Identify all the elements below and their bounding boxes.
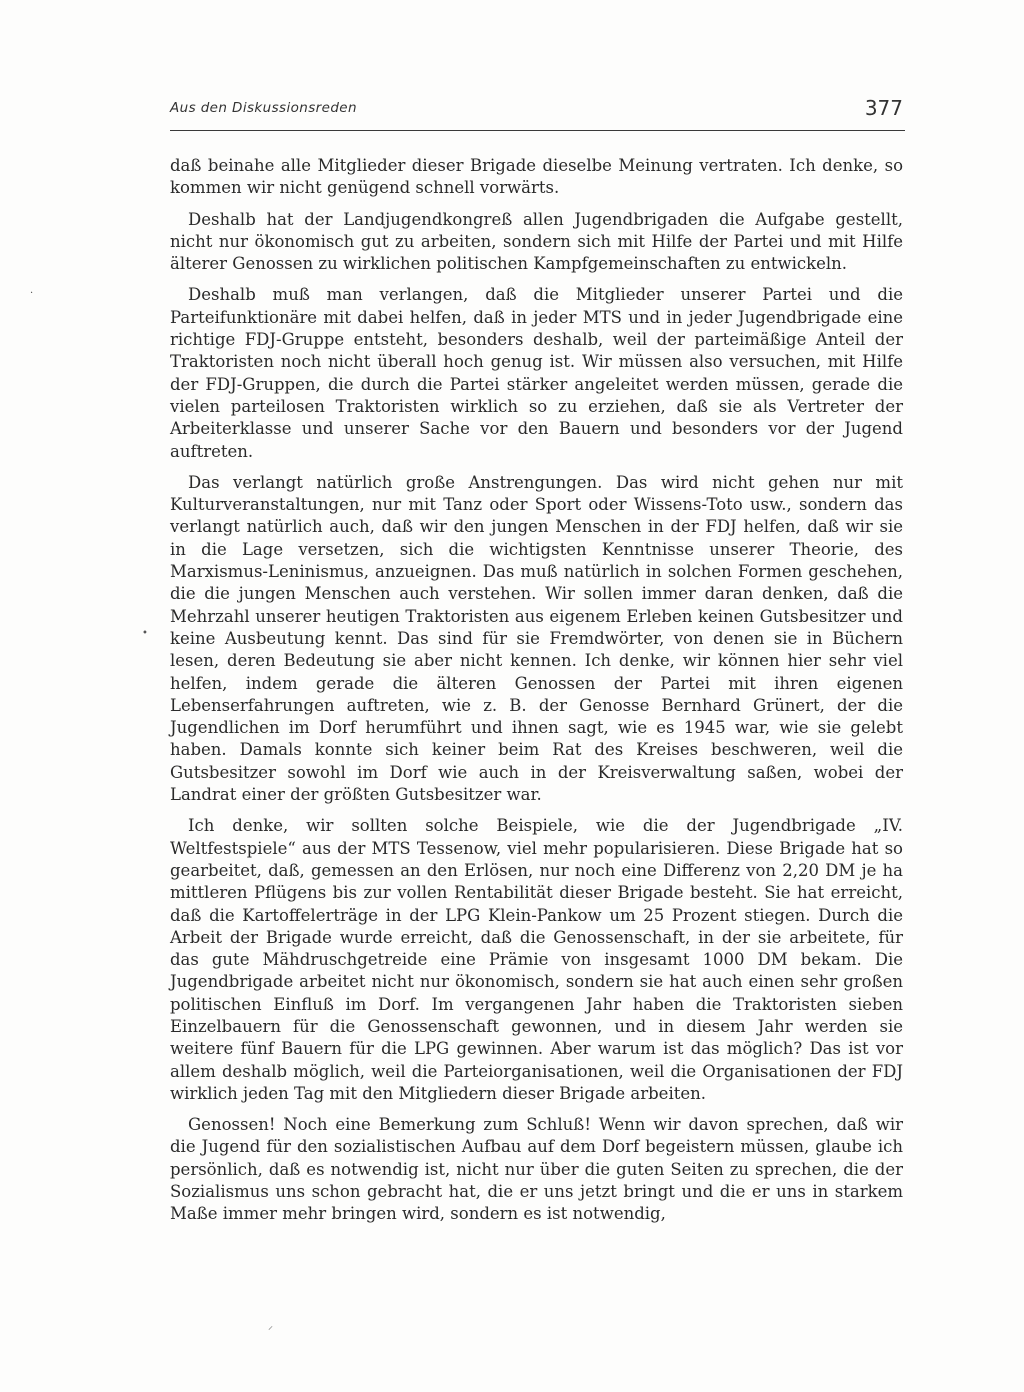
page-number: 377 (864, 96, 903, 120)
paragraph-6: Genossen! Noch eine Bemerkung zum Schluß! Wenn wir davon sprechen, daß wir die Jugend für den sozialistischen Aufbau auf dem Dorf begeistern müssen, glaube ich persönlich, daß es notwendig ist, nicht nur über die guten Seiten zu sprechen, die der Sozialismus uns schon gebracht hat, die er uns jetzt bringt und die er uns in starkem Maße immer mehr bringen wird, sondern es ist notwendig, (170, 1115, 903, 1224)
margin-speck-icon: · (30, 288, 34, 299)
running-head: Aus den Diskussionsreden (170, 100, 357, 116)
paragraph-3: Deshalb muß man verlangen, daß die Mitglieder unserer Partei und die Parteifunktionäre mit dabei helfen, daß in jeder MTS und in jeder Jugendbrigade eine richtige FDJ-Gruppe entsteht, besonders deshalb, weil der parteimäßige Anteil der Traktoristen noch nicht überall hoch genug ist. Wir müssen also versuchen, mit Hilfe der FDJ-Gruppen, die durch die Partei stärker angeleitet werden müssen, gerade die vielen parteilosen Traktoristen wirklich so zu erziehen, daß sie als Vertreter der Arbeiterklasse und unserer Sache vor den Bauern und besonders vor der Jugend auftreten. (170, 285, 903, 461)
margin-speck-icon: ⸝ (268, 1321, 273, 1332)
paragraph-1: daß beinahe alle Mitglieder dieser Brigade dieselbe Meinung vertraten. Ich denke, so kommen wir nicht genügend schnell vorwärts. (170, 156, 903, 198)
paragraph-4: Das verlangt natürlich große Anstrengungen. Das wird nicht gehen nur mit Kulturveranstaltungen, nur mit Tanz oder Sport oder Wissens-Toto usw., sondern das verlangt natürlich auch, daß wir den jungen Menschen in der FDJ helfen, daß wir sie in die Lage versetzen, sich die wichtigsten Kenntnisse unserer Theorie, des Marxismus-Leninismus, anzueignen. Das muß natürlich in solchen Formen geschehen, die die jungen Menschen auch verstehen. Wir sollen immer daran denken, daß die Mehrzahl unserer heutigen Traktoristen aus eigenem Erleben keinen Gutsbesitzer und keine Ausbeutung kennt. Das sind für sie Fremdwörter, von denen sie in Büchern lesen, deren Bedeutung sie aber nicht kennen. Ich denke, wir können hier sehr viel helfen, indem gerade die älteren Genossen der Partei mit ihren eigenen Lebenserfahrungen auftreten, wie z. B. der Genosse Bernhard Grünert, der die Jugendlichen im Dorf herumführt und ihnen sagt, wie es 1945 war, wie sie gelebt haben. Damals konnte sich keiner beim Rat des Kreises beschweren, weil die Gutsbesitzer sowohl im Dorf wie auch in der Kreisverwaltung saßen, wobei der Landrat einer der größten Gutsbesitzer war. (170, 472, 903, 805)
margin-speck-icon: • (142, 628, 148, 639)
body-text (170, 155, 903, 1226)
page-header (170, 98, 905, 131)
paragraph-5: Ich denke, wir sollten solche Beispiele, wie die der Jugendbrigade „IV. Weltfestspiele“ aus der MTS Tessenow, viel mehr popularisieren. Diese Brigade hat so gearbeitet, daß, gemessen an den Erlösen, nur noch eine Differenz von 2,20 DM je ha mittleren Pflügens bis zur vollen Rentabilität dieser Brigade besteht. Sie hat erreicht, daß die Kartoffelerträge in der LPG Klein-Pankow um 25 Prozent stiegen. Durch die Arbeit der Brigade wurde erreicht, daß die Genossenschaft, in der sie arbeitete, für das gute Mähdruschgetreide eine Prämie von insgesamt 1000 DM bekam. Die Jugendbrigade arbeitet nicht nur ökonomisch, sondern sie hat auch einen sehr großen politischen Einfluß im Dorf. Im vergangenen Jahr haben die Traktoristen sieben Einzelbauern für die Genossenschaft gewonnen, und in diesem Jahr werden sie weitere fünf Bauern für die LPG gewinnen. Aber warum ist das möglich? Das ist vor allem deshalb möglich, weil die Parteiorganisationen, weil die Organisationen der FDJ wirklich jeden Tag mit den Mitgliedern dieser Brigade arbeiten. (170, 816, 903, 1103)
paragraph-2: Deshalb hat der Landjugendkongreß allen Jugendbrigaden die Aufgabe gestellt, nicht nur ökonomisch gut zu arbeiten, sondern sich mit Hilfe der Partei und mit Hilfe älterer Genossen zu wirklichen politischen Kampfgemeinschaften zu entwickeln. (170, 209, 903, 274)
